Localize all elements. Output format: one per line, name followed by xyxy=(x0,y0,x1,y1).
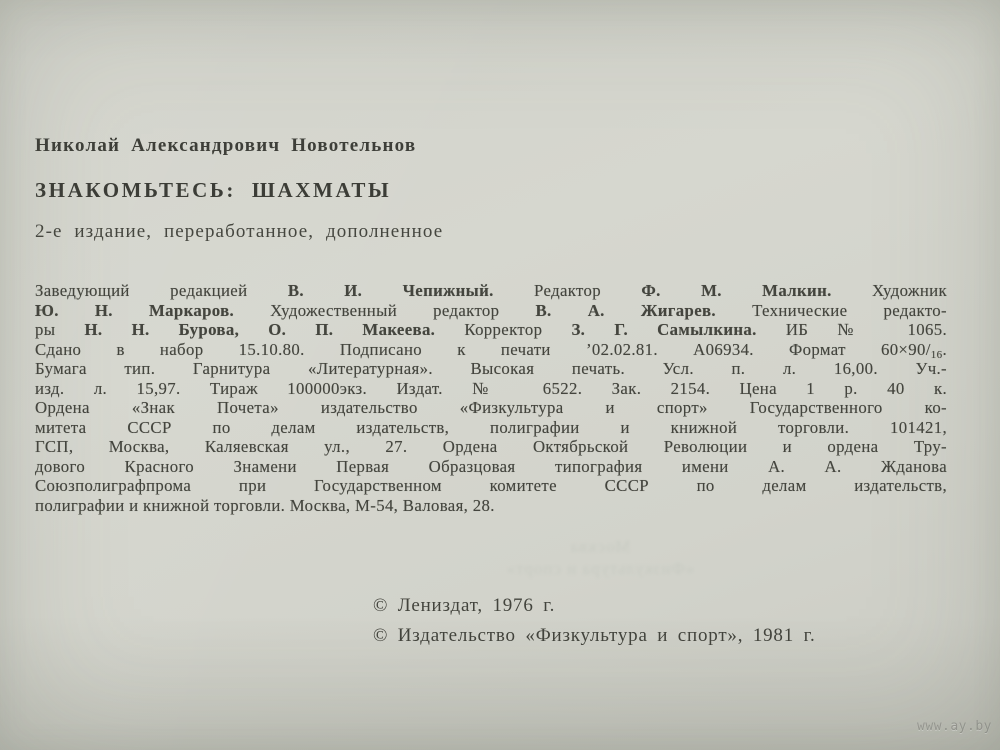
author-name: Николай Александрович Новотельнов xyxy=(35,135,417,156)
copyright-line-leningrad: © Лениздат, 1976 г. xyxy=(373,595,556,616)
watermark-text: www.ay.by xyxy=(917,719,992,734)
edition-note: 2-е издание, переработанное, дополненное xyxy=(35,221,444,242)
colophon-line: Бумага тип. Гарнитура «Литературная». Высокая печать. Усл. п. л. 16,00. Уч.- xyxy=(35,359,947,378)
colophon-line: митета СССР по делам издательств, полиграфии и книжной торговли. 101421, xyxy=(35,417,947,437)
copyright-block xyxy=(373,591,816,650)
book-title: ЗНАКОМЬТЕСЬ: ШАХМАТЫ xyxy=(35,178,392,202)
copyright-line-fizkultura: © Издательство «Физкультура и спорт», 1981 г. xyxy=(373,624,816,646)
colophon-line: полиграфии и книжной торговли. Москва, М-54, Валовая, 28. xyxy=(35,495,495,515)
colophon-line: Заведующий редакцией В. И. Чепижный. Редактор Ф. М. Малкин. Художник xyxy=(35,281,948,300)
colophon-line: ры Н. Н. Бурова, О. П. Макеева. Корректор З. Г. Самылкина. ИБ № 1065. xyxy=(35,320,947,339)
colophon-line: Ю. Н. Маркаров. Художественный редактор В. А. Жигарев. Технические редакто- xyxy=(35,300,947,320)
show-through-line: Москва xyxy=(569,537,631,556)
colophon-paragraph xyxy=(35,281,947,515)
colophon-line: Ордена «Знак Почета» издательство «Физкультура и спорт» Государственного ко- xyxy=(35,398,947,417)
colophon-line: ГСП, Москва, Каляевская ул., 27. Ордена Октябрьской Революции и ордена Тру- xyxy=(35,437,947,456)
colophon-line: Союзполиграфпрома при Государственном комитете СССР по делам издательств, xyxy=(35,476,947,495)
show-through-line: «Физкультура и спорт» xyxy=(505,559,695,578)
page-show-through xyxy=(470,536,730,580)
colophon-line: Сдано в набор 15.10.80. Подписано к печати ’02.02.81. А06934. Формат $60\times 90/_{16}$. xyxy=(35,339,947,361)
colophon-line: изд. л. 15,97. Тираж 100000экз. Издат. № 6522. Зак. 2154. Цена 1 р. 40 к. xyxy=(35,378,947,398)
colophon-line: дового Красного Знамени Первая Образцовая типография имени А. А. Жданова xyxy=(35,456,947,476)
